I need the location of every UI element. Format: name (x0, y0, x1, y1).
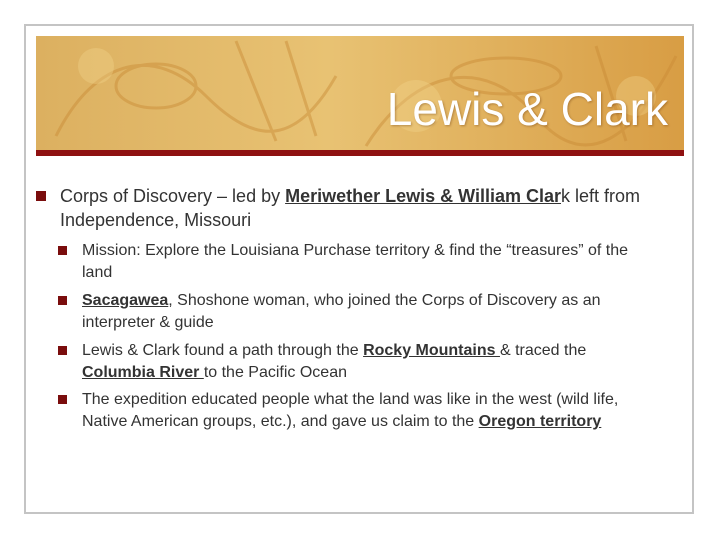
main-bullet-text (60, 184, 666, 232)
path-mid: & traced the (499, 342, 587, 359)
path-pre: Lewis & Clark found a path through the (82, 342, 364, 359)
slide-title: Lewis & Clark (386, 83, 668, 135)
square-bullet-icon (58, 246, 67, 255)
path-post: to the Pacific Ocean (203, 364, 347, 381)
sacagawea-term: Sacagawea (82, 292, 169, 309)
sub-bullet-expedition-text (82, 389, 658, 433)
sub-bullet-sacagawea-text (82, 290, 658, 334)
square-bullet-icon (58, 296, 67, 305)
sub-bullet-mission (58, 240, 658, 284)
sub-bullet-mission-text: Mission: Explore the Louisiana Purchase territory & find the “treasures” of the land (82, 242, 629, 281)
main-bullet (36, 184, 666, 232)
sub-bullet-sacagawea (58, 290, 658, 334)
oregon-territory-term: Oregon territory (478, 413, 602, 430)
columbia-river-term: Columbia River (82, 364, 204, 381)
square-bullet-icon (58, 395, 67, 404)
explorers-link: Meriwether Lewis & William Clar (285, 186, 562, 206)
square-bullet-icon (36, 191, 46, 201)
square-bullet-icon (58, 346, 67, 355)
main-bullet-pre: Corps of Discovery – led by (60, 186, 286, 206)
expedition-pre: The expedition educated people what the land was like in the west (wild life, Native American groups, etc.), and gave us claim to the (82, 391, 619, 430)
sacagawea-rest: , Shoshone woman, who joined the Corps of Discovery as an interpreter & guide (82, 292, 601, 331)
title-underline-bar (36, 150, 684, 156)
main-bullet-rest: k left from Independence, Missouri (60, 186, 641, 230)
sub-bullet-path (58, 340, 658, 384)
sub-bullet-expedition (58, 389, 658, 433)
rocky-mountains-term: Rocky Mountains (363, 342, 500, 359)
sub-bullet-path-text (82, 340, 658, 384)
